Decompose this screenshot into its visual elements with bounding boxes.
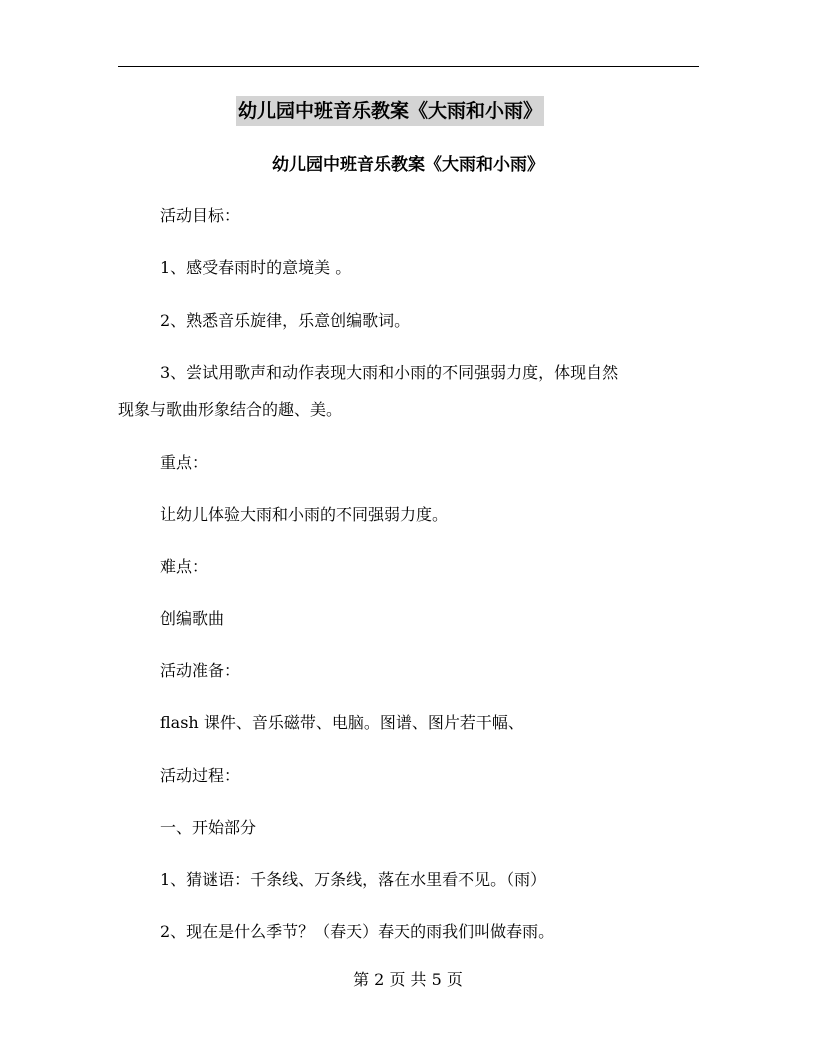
paragraph-goal-2: 2、熟悉音乐旋律，乐意创编歌词。	[160, 311, 411, 330]
paragraph-goal-1: 1、感受春雨时的意境美 。	[160, 258, 352, 277]
paragraph-riddle: 1、猜谜语：千条线、万条线，落在水里看不见。（雨）	[160, 870, 547, 889]
paragraph-key-point: 让幼儿体验大雨和小雨的不同强弱力度。	[160, 505, 449, 524]
document-title: 幼儿园中班音乐教案《大雨和小雨》	[236, 96, 544, 126]
lesson-title: 幼儿园中班音乐教案《大雨和小雨》	[272, 155, 544, 175]
paragraph-difficulty-heading: 难点：	[160, 557, 209, 576]
paragraph-difficulty: 创编歌曲	[160, 609, 225, 628]
paragraph-goal-3-continued: 现象与歌曲形象结合的趣、美。	[118, 400, 343, 419]
paragraph-goal-3: 3、尝试用歌声和动作表现大雨和小雨的不同强弱力度，体现自然	[160, 363, 619, 382]
paragraph-season-question: 2、现在是什么季节？（春天）春天的雨我们叫做春雨。	[160, 922, 555, 941]
paragraph-process-heading: 活动过程：	[160, 766, 241, 785]
header-rule	[118, 66, 699, 67]
paragraph-part-1-heading: 一、开始部分	[160, 818, 257, 837]
paragraph-preparation: flash 课件、音乐磁带、电脑。图谱、图片若干幅、	[160, 713, 524, 732]
paragraph-key-point-heading: 重点：	[160, 453, 209, 472]
paragraph-activity-goals: 活动目标：	[160, 206, 241, 225]
page-number: 第 2 页 共 5 页	[353, 970, 463, 989]
paragraph-preparation-heading: 活动准备：	[160, 661, 241, 680]
